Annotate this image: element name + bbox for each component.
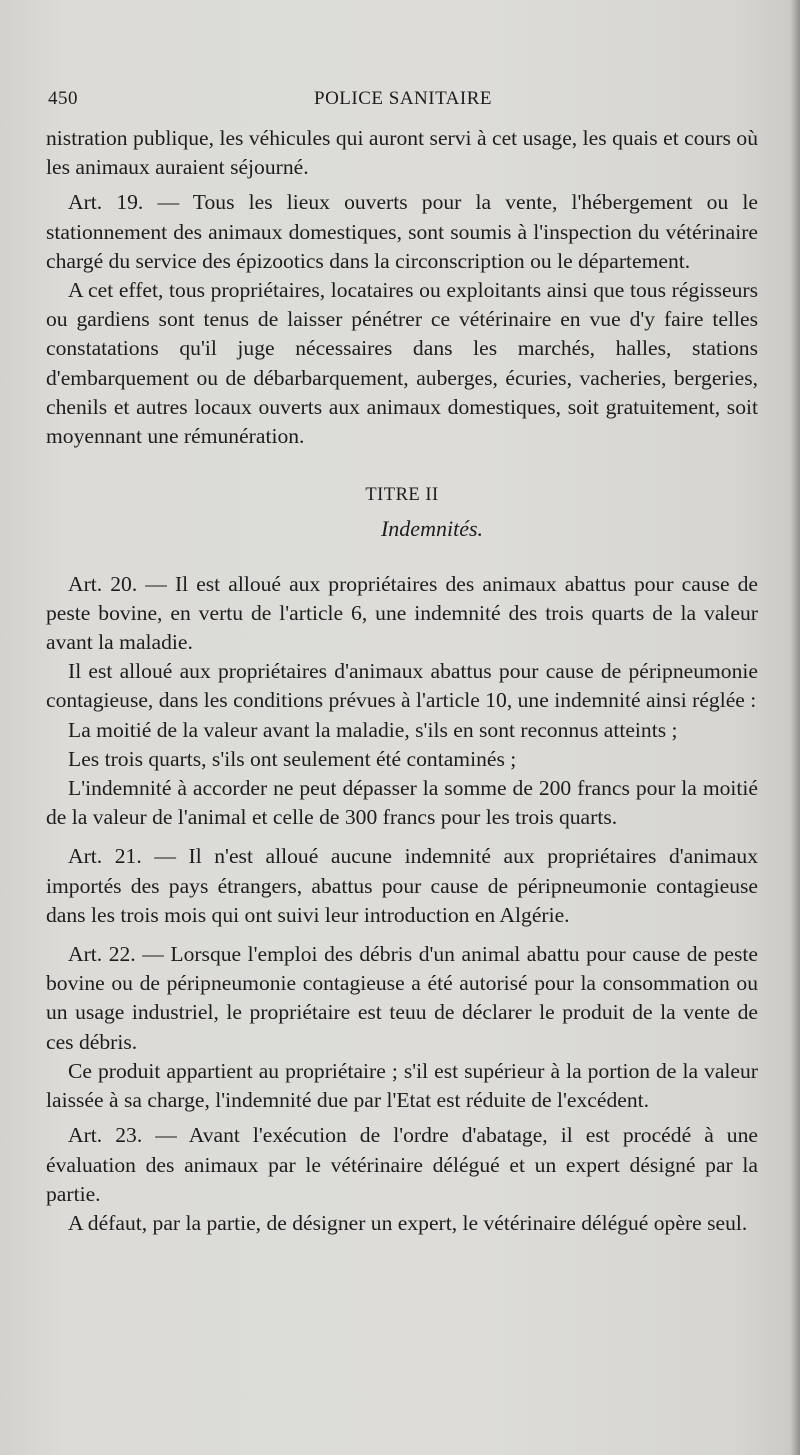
article-19-para-2: A cet effet, tous propriétaires, locataires ou exploitants ainsi que tous régisseurs ou gardiens sont tenus de laisser pénétrer ce vétérinaire en vue d'y faire telles constatations qu'il juge nécessaires dans les marchés, halles, stations d'embarquement ou de débarbarquement, auberges, écuries, vacheries, bergeries, chenils et autres locaux ouverts aux animaux domestiques, soit gratuitement, soit moyennant une rémunération. bbox=[46, 278, 758, 449]
article-23-para-2: A défaut, par la partie, de désigner un expert, le vétérinaire délégué opère seul. bbox=[68, 1210, 748, 1235]
article-22-para-2: Ce produit appartient au propriétaire ; s'il est supérieur à la portion de la valeur laissée à sa charge, l'indemnité due par l'Etat est réduite de l'excédent. bbox=[46, 1058, 758, 1113]
article-20-para-4: Les trois quarts, s'ils ont seulement été contaminés ; bbox=[68, 746, 517, 771]
article-20: Art. 20. — Il est alloué aux propriétaires des animaux abattus pour cause de peste bovine, en vertu de l'article 6, une indemnité des trois quarts de la valeur avant la maladie. bbox=[46, 571, 758, 655]
article-19: Art. 19. — Tous les lieux ouverts pour la vente, l'hébergement ou le stationnement des animaux domestiques, sont soumis à l'inspection du vétérinaire chargé du service des épizootics dans la circonscription ou le département. bbox=[46, 190, 758, 273]
article-20-para-3: La moitié de la valeur avant la maladie, s'ils en sont reconnus atteints ; bbox=[68, 717, 678, 742]
section-heading bbox=[46, 481, 758, 543]
article-22: Art. 22. — Lorsque l'emploi des débris d'un animal abattu pour cause de peste bovine ou de péripneumonie contagieuse a été autorisé pour la consommation ou un usage industriel, le propriétaire est teuu de déclarer le produit de la vente de ces débris. bbox=[46, 942, 758, 1054]
paragraph-continuation: nistration publique, les véhicules qui auront servi à cet usage, les quais et cours où les animaux auraient séjourné. bbox=[46, 126, 758, 180]
section-title: TITRE II bbox=[365, 485, 439, 506]
body-text bbox=[46, 124, 758, 1238]
running-title: POLICE SANITAIRE bbox=[314, 88, 492, 109]
article-21: Art. 21. — Il n'est alloué aucune indemnité aux propriétaires d'animaux importés des pays étrangers, abattus pour cause de péripneumonie contagieuse dans les trois mois qui ont suivi leur introduction en Algérie. bbox=[46, 844, 758, 927]
section-subtitle: Indemnités. bbox=[380, 516, 484, 542]
page-header bbox=[48, 88, 758, 114]
article-23: Art. 23. — Avant l'exécution de l'ordre d'abatage, il est procédé à une évaluation des animaux par le vétérinaire délégué et un expert désigné par la partie. bbox=[46, 1123, 758, 1206]
page-edge-shadow bbox=[790, 0, 800, 1455]
article-20-para-2: Il est alloué aux propriétaires d'animaux abattus pour cause de péripneumonie contagieuse, dans les conditions prévues à l'article 10, une indemnité ainsi réglée : bbox=[46, 659, 758, 713]
article-20-para-5: L'indemnité à accorder ne peut dépasser la somme de 200 francs pour la moitié de la valeur de l'animal et celle de 300 francs pour les trois quarts. bbox=[46, 776, 758, 830]
page-number: 450 bbox=[48, 88, 78, 109]
